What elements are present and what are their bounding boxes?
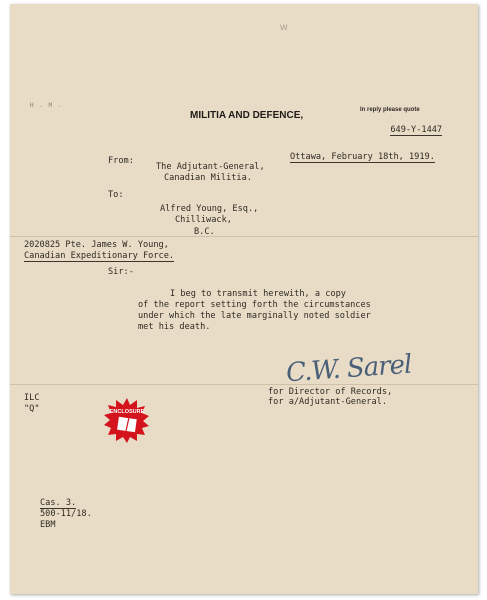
file-ref-line3: EBM — [40, 520, 56, 530]
letterhead-title: MILITIA AND DEFENCE, — [190, 110, 304, 121]
file-number-value: 649-Y-1447 — [390, 125, 443, 135]
signature-line2: for a/Adjutant-General. — [268, 397, 387, 407]
salutation: Sir:- — [108, 267, 134, 277]
sender-line2: Canadian Militia. — [164, 173, 252, 183]
place-date-value: Ottawa, February 18th, 1919. — [290, 152, 435, 162]
place-date — [290, 152, 435, 163]
recipient-name: Alfred Young, Esq., — [160, 204, 259, 214]
enclosure-seal-icon — [104, 397, 150, 443]
unit-value: Canadian Expeditionary Force. — [24, 251, 175, 261]
reply-note: In reply please quote — [360, 107, 420, 113]
recipient-province: B.C. — [194, 227, 215, 237]
handwritten-signature: C.W. Sarel — [285, 349, 413, 389]
faint-stamp: W — [279, 22, 290, 33]
faint-mark: H . M . — [30, 102, 63, 109]
body-line: I beg to transmit herewith, a copy — [170, 289, 346, 299]
fold-line — [10, 384, 478, 385]
body-line: under which the late marginally noted soldier — [138, 311, 371, 321]
fold-line — [10, 236, 478, 237]
signature-line1: for Director of Records, — [268, 387, 393, 397]
file-number — [380, 125, 442, 136]
file-ref-line1 — [40, 498, 76, 509]
enclosure-seal-label: ENCLOSURE — [109, 409, 145, 415]
letter-page — [10, 4, 478, 594]
soldier-line: 2020825 Pte. James W. Young, — [24, 240, 169, 250]
unit-line — [24, 251, 174, 262]
body-line: met his death. — [138, 322, 211, 332]
from-label: From: — [108, 156, 134, 166]
body-line: of the report setting forth the circumstances — [138, 300, 371, 310]
sender-line1: The Adjutant-General, — [156, 162, 265, 172]
file-ref-line2: 500-11/18. — [40, 509, 92, 519]
to-label: To: — [108, 190, 124, 200]
margin-ref-ilc: ILC — [24, 393, 40, 403]
margin-ref-q: "Q" — [24, 404, 40, 414]
recipient-city: Chilliwack, — [175, 215, 232, 225]
file-ref-cas: Cas. 3. — [40, 498, 77, 508]
